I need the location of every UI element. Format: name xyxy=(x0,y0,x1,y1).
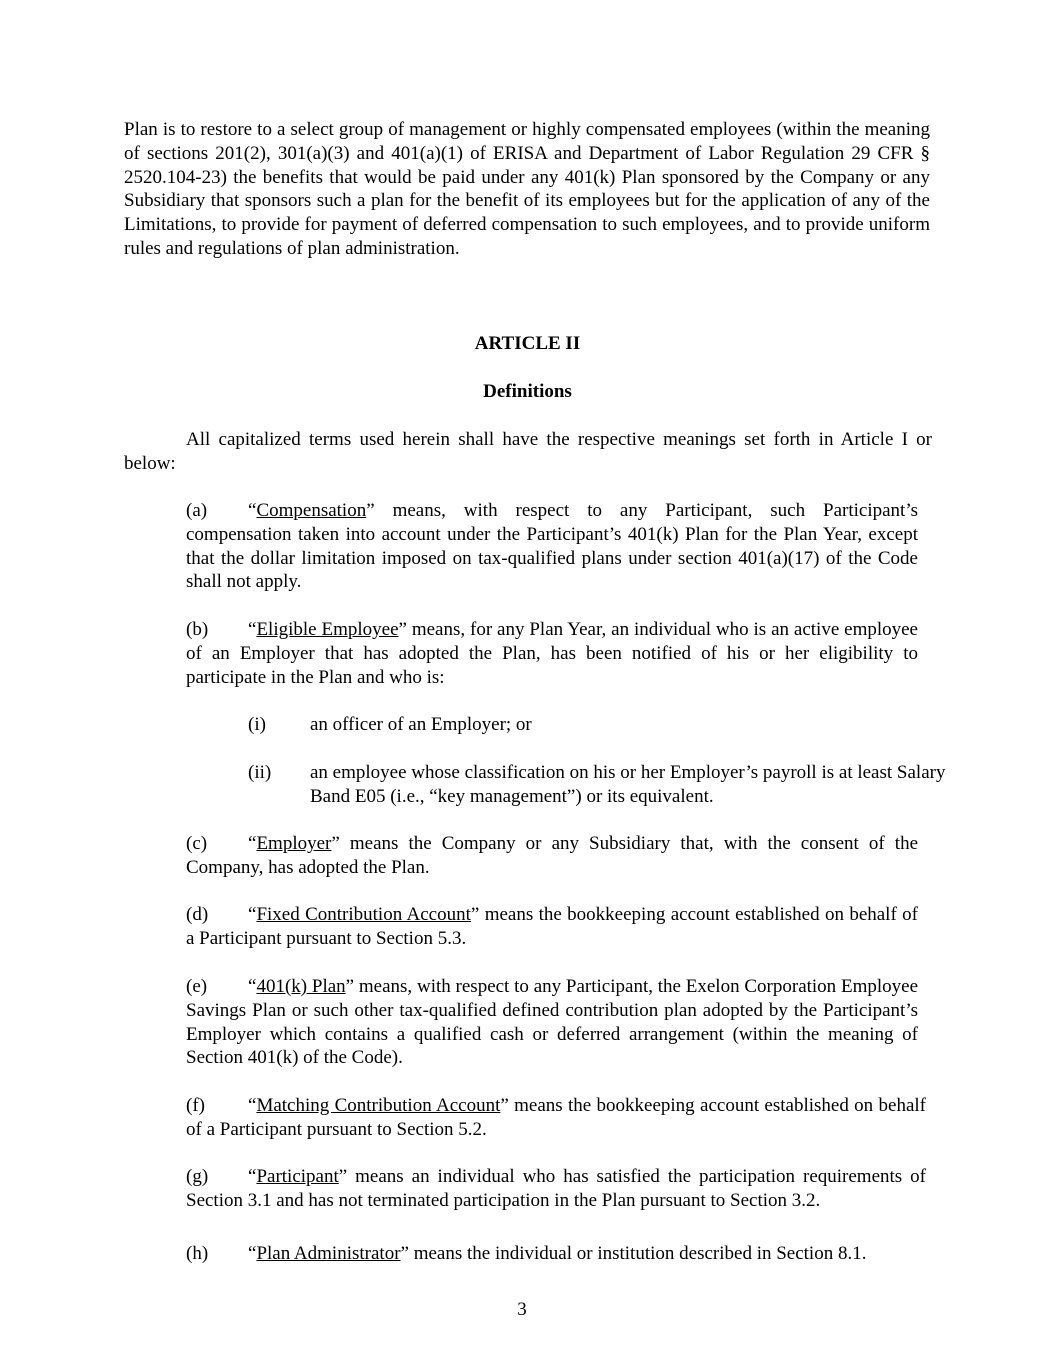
lead-paragraph: All capitalized terms used herein shall have the respective meanings set forth in Article I or below: xyxy=(124,429,932,474)
definition-401k-plan: (e) “401(k) Plan” means, with respect to any Participant, the Exelon Corporation Employee Savings Plan or such other tax-qualified defined contribution plan adopted by the Participant’s Employer which contains a qualified cash or deferred arrangement (within the meaning of Section 401(k) of the Code). xyxy=(186,976,919,1069)
definition-text: ” means the bookkeeping account established on behalf of a Participant pursuant to Section 5.2. xyxy=(186,1095,926,1140)
definition-compensation: (a) “Compensation” means, with respect to any Participant, such Participant’s compensation taken into account under the Participant’s 401(k) Plan for the Plan Year, except that the dollar limitation imposed on tax-qualified plans under section 401(a)(17) of the Code shall not apply. xyxy=(186,500,918,593)
section-title: Definitions xyxy=(483,381,572,402)
definition-label: (f) xyxy=(186,1095,205,1116)
sub-item-label: (ii) xyxy=(248,762,272,783)
sub-item-text: an employee whose classification on his or her Employer’s payroll is at least Salary Band E05 (i.e., “key management”) or its equivalent. xyxy=(310,762,946,807)
definition-text: ” means, with respect to any Participant, the Exelon Corporation Employee Savings Plan or such other tax-qualified defined contribution plan adopted by the Participant’s Employer which contains a qualified cash or deferred arrangement (within the meaning of Section 401(k) of the Code). xyxy=(186,976,919,1069)
definition-text: ” means the individual or institution described in Section 8.1. xyxy=(400,1243,867,1264)
definition-matching-contribution-account: (f) “Matching Contribution Account” means the bookkeeping account established on behalf of a Participant pursuant to Section 5.2. xyxy=(186,1095,926,1140)
definition-label: (b) xyxy=(186,619,209,640)
definition-plan-administrator: (h) “Plan Administrator” means the individual or institution described in Section 8.1. xyxy=(186,1243,867,1264)
defined-term: Fixed Contribution Account xyxy=(256,904,471,925)
page-number: 3 xyxy=(517,1299,527,1320)
definition-fixed-contribution-account: (d) “Fixed Contribution Account” means the bookkeeping account established on behalf of a Participant pursuant to Section 5.3. xyxy=(186,904,918,949)
definition-text: ” means the Company or any Subsidiary that, with the consent of the Company, has adopted the Plan. xyxy=(186,833,918,878)
intro-paragraph: Plan is to restore to a select group of management or highly compensated employees (within the meaning of sections 201(2), 301(a)(3) and 401(a)(1) of ERISA and Department of Labor Regulation 29 CFR § 2520.104-23) the benefits that would be paid under any 401(k) Plan sponsored by the Company or any Subsidiary that sponsors such a plan for the benefit of its employees but for the application of any of the Limitations, to provide for payment of deferred compensation to such employees, and to provide uniform rules and regulations of plan administration. xyxy=(124,119,930,259)
definition-text: ” means the bookkeeping account established on behalf of a Participant pursuant to Section 5.3. xyxy=(186,904,918,949)
defined-term: Eligible Employee xyxy=(256,619,399,640)
sub-item-employee xyxy=(248,761,970,809)
definition-employer: (c) “Employer” means the Company or any Subsidiary that, with the consent of the Company, has adopted the Plan. xyxy=(186,833,918,878)
definition-label: (e) xyxy=(186,976,208,997)
definition-label: (h) xyxy=(186,1243,209,1264)
definition-text: ” means, with respect to any Participant, such Participant’s compensation taken into account under the Participant’s 401(k) Plan for the Plan Year, except that the dollar limitation imposed on tax-qualified plans under section 401(a)(17) of the Code shall not apply. xyxy=(186,500,918,593)
definition-eligible-employee: (b) “Eligible Employee” means, for any Plan Year, an individual who is an active employee of an Employer that has adopted the Plan, has been notified of his or her eligibility to participate in the Plan and who is: xyxy=(186,619,918,688)
defined-term: Participant xyxy=(256,1166,339,1187)
defined-term: Plan Administrator xyxy=(256,1243,401,1264)
defined-term: Matching Contribution Account xyxy=(256,1095,501,1116)
article-heading: ARTICLE II xyxy=(474,333,581,354)
defined-term: Employer xyxy=(256,833,332,854)
defined-term: 401(k) Plan xyxy=(256,976,346,997)
definition-text: ” means an individual who has satisfied the participation requirements of Section 3.1 and has not terminated participation in the Plan pursuant to Section 3.2. xyxy=(186,1166,926,1211)
definition-text: ” means, for any Plan Year, an individual who is an active employee of an Employer that has adopted the Plan, has been notified of his or her eligibility to participate in the Plan and who is: xyxy=(186,619,918,688)
sub-item-officer xyxy=(248,713,970,737)
definition-label: (g) xyxy=(186,1166,209,1187)
sub-item-text: an officer of an Employer; or xyxy=(310,714,532,735)
definition-label: (d) xyxy=(186,904,209,925)
definition-label: (a) xyxy=(186,500,208,521)
sub-item-label: (i) xyxy=(248,714,266,735)
definition-participant: (g) “Participant” means an individual who has satisfied the participation requirements of Section 3.1 and has not terminated participation in the Plan pursuant to Section 3.2. xyxy=(186,1166,926,1211)
definition-label: (c) xyxy=(186,833,208,854)
defined-term: Compensation xyxy=(256,500,367,521)
